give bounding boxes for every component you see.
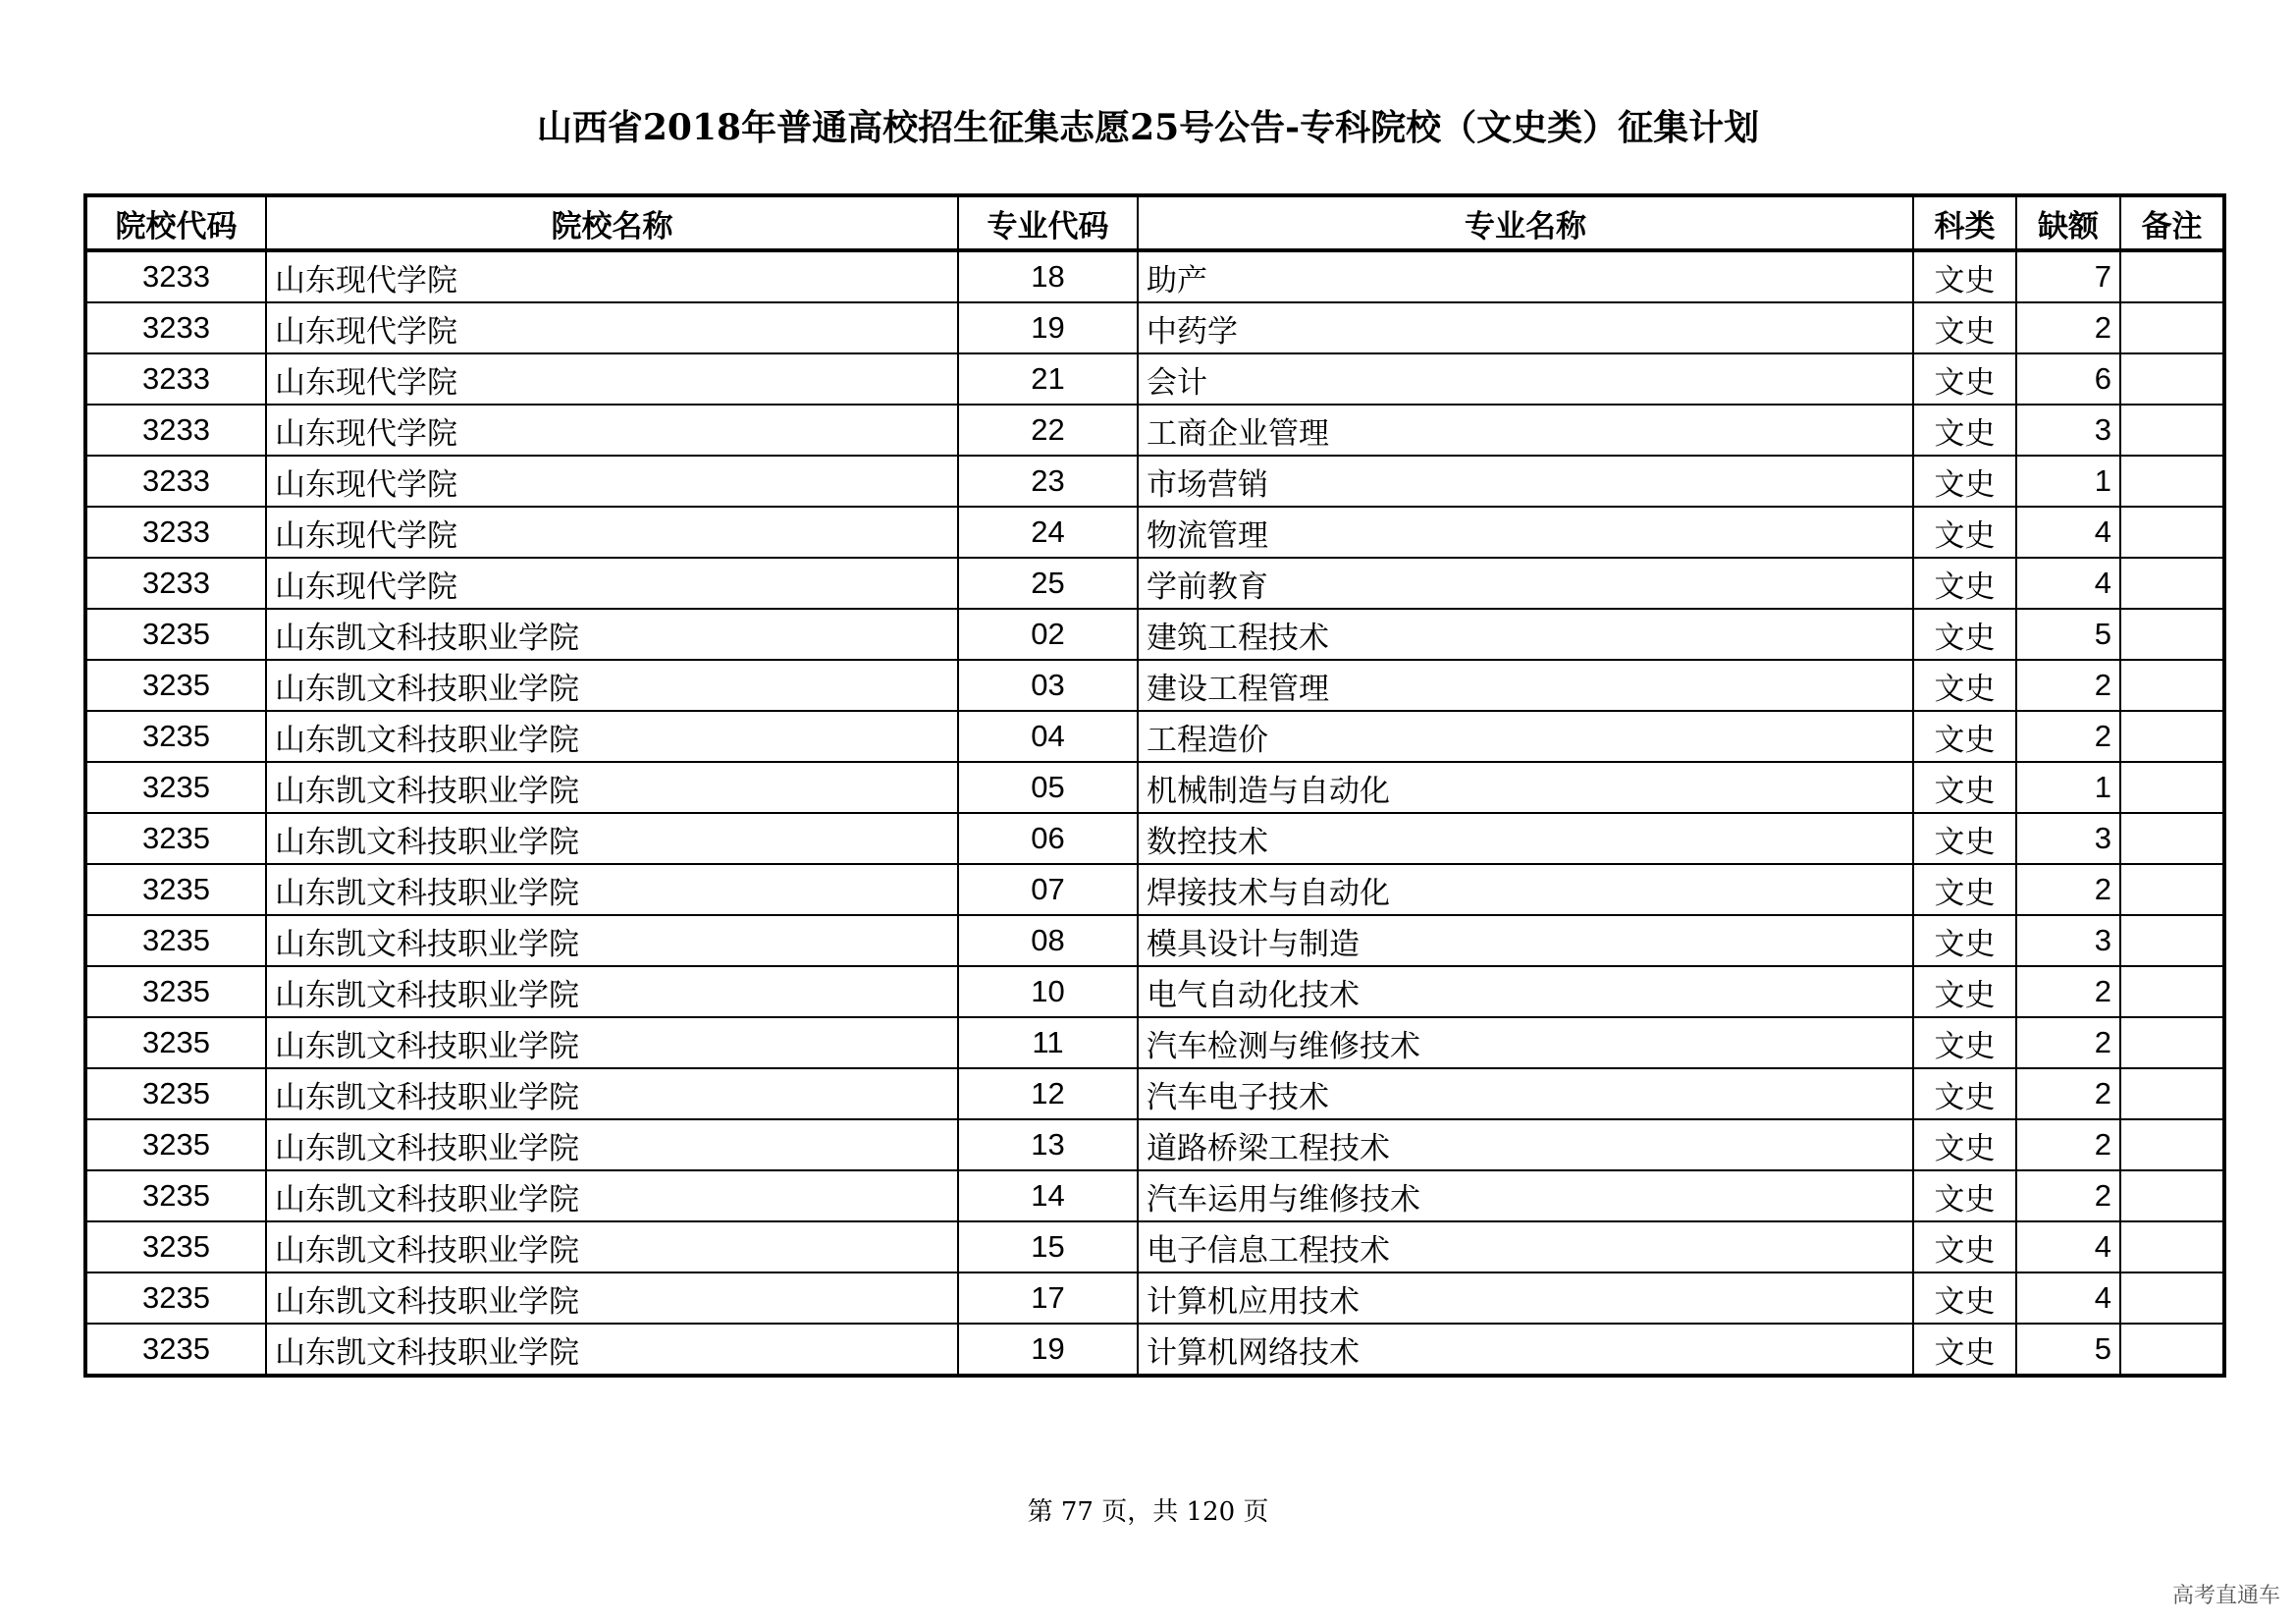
- header-quota: 缺额: [2016, 195, 2120, 250]
- table-row: [85, 353, 2224, 405]
- cell-school-name: 山东现代学院: [266, 405, 958, 456]
- cell-note: [2120, 558, 2224, 609]
- cell-school-code: 3235: [85, 915, 266, 966]
- cell-school-name: 山东现代学院: [266, 353, 958, 405]
- cell-major-name: 数控技术: [1138, 813, 1913, 864]
- page-title: 山西省2018年普通高校招生征集志愿25号公告-专科院校（文史类）征集计划: [536, 107, 1760, 148]
- cell-school-name: 山东凯文科技职业学院: [266, 1221, 958, 1272]
- cell-category: 文史: [1913, 456, 2016, 507]
- cell-school-code: 3235: [85, 1272, 266, 1324]
- cell-category: 文史: [1913, 864, 2016, 915]
- cell-note: [2120, 864, 2224, 915]
- cell-category: 文史: [1913, 609, 2016, 660]
- table-row: [85, 558, 2224, 609]
- cell-school-code: 3235: [85, 1221, 266, 1272]
- cell-major-code: 08: [958, 915, 1138, 966]
- cell-quota: 2: [2016, 711, 2120, 762]
- cell-school-name: 山东现代学院: [266, 302, 958, 353]
- cell-major-code: 07: [958, 864, 1138, 915]
- table-row: [85, 1324, 2224, 1376]
- table-header: [85, 195, 2224, 250]
- cell-school-name: 山东凯文科技职业学院: [266, 711, 958, 762]
- cell-quota: 2: [2016, 660, 2120, 711]
- cell-note: [2120, 456, 2224, 507]
- cell-note: [2120, 1272, 2224, 1324]
- cell-school-code: 3233: [85, 558, 266, 609]
- cell-major-name: 计算机网络技术: [1138, 1324, 1913, 1376]
- cell-category: 文史: [1913, 660, 2016, 711]
- cell-school-name: 山东凯文科技职业学院: [266, 1119, 958, 1170]
- page-footer: 第 77 页，共 120 页: [1027, 1497, 1269, 1527]
- cell-quota: 4: [2016, 558, 2120, 609]
- cell-note: [2120, 1119, 2224, 1170]
- cell-note: [2120, 353, 2224, 405]
- cell-school-name: 山东现代学院: [266, 250, 958, 302]
- cell-school-code: 3235: [85, 1170, 266, 1221]
- cell-category: 文史: [1913, 1324, 2016, 1376]
- cell-school-name: 山东凯文科技职业学院: [266, 915, 958, 966]
- cell-school-code: 3235: [85, 864, 266, 915]
- cell-major-name: 建设工程管理: [1138, 660, 1913, 711]
- cell-note: [2120, 1068, 2224, 1119]
- cell-major-code: 05: [958, 762, 1138, 813]
- cell-note: [2120, 762, 2224, 813]
- table-row: [85, 1068, 2224, 1119]
- table-row: [85, 250, 2224, 302]
- cell-category: 文史: [1913, 1119, 2016, 1170]
- cell-school-code: 3233: [85, 456, 266, 507]
- cell-major-code: 21: [958, 353, 1138, 405]
- cell-school-name: 山东凯文科技职业学院: [266, 1170, 958, 1221]
- table-row: [85, 1221, 2224, 1272]
- cell-major-name: 中药学: [1138, 302, 1913, 353]
- cell-category: 文史: [1913, 1221, 2016, 1272]
- cell-quota: 4: [2016, 1272, 2120, 1324]
- cell-school-name: 山东凯文科技职业学院: [266, 864, 958, 915]
- cell-school-name: 山东现代学院: [266, 456, 958, 507]
- cell-quota: 5: [2016, 1324, 2120, 1376]
- cell-major-code: 03: [958, 660, 1138, 711]
- cell-school-name: 山东现代学院: [266, 507, 958, 558]
- cell-quota: 5: [2016, 609, 2120, 660]
- watermark: 高考直通车: [2171, 1584, 2280, 1608]
- cell-category: 文史: [1913, 711, 2016, 762]
- cell-major-name: 建筑工程技术: [1138, 609, 1913, 660]
- cell-major-code: 04: [958, 711, 1138, 762]
- cell-quota: 4: [2016, 507, 2120, 558]
- header-school-code: 院校代码: [85, 195, 266, 250]
- cell-quota: 2: [2016, 1119, 2120, 1170]
- cell-major-code: 18: [958, 250, 1138, 302]
- cell-major-name: 会计: [1138, 353, 1913, 405]
- table-row: [85, 1170, 2224, 1221]
- cell-major-code: 17: [958, 1272, 1138, 1324]
- cell-major-name: 学前教育: [1138, 558, 1913, 609]
- table-row: [85, 915, 2224, 966]
- cell-school-code: 3235: [85, 1324, 266, 1376]
- cell-category: 文史: [1913, 1068, 2016, 1119]
- cell-major-code: 12: [958, 1068, 1138, 1119]
- cell-note: [2120, 1170, 2224, 1221]
- cell-major-name: 计算机应用技术: [1138, 1272, 1913, 1324]
- table-row: [85, 456, 2224, 507]
- cell-category: 文史: [1913, 1272, 2016, 1324]
- table-body: [85, 250, 2224, 1376]
- table-row: [85, 1119, 2224, 1170]
- cell-major-code: 11: [958, 1017, 1138, 1068]
- table-row: [85, 813, 2224, 864]
- cell-school-code: 3235: [85, 660, 266, 711]
- cell-major-name: 道路桥梁工程技术: [1138, 1119, 1913, 1170]
- table-row: [85, 507, 2224, 558]
- cell-major-code: 14: [958, 1170, 1138, 1221]
- cell-category: 文史: [1913, 762, 2016, 813]
- cell-major-name: 汽车电子技术: [1138, 1068, 1913, 1119]
- cell-note: [2120, 915, 2224, 966]
- enrollment-plan-table: [83, 193, 2226, 1378]
- cell-category: 文史: [1913, 250, 2016, 302]
- cell-school-code: 3235: [85, 1068, 266, 1119]
- cell-quota: 1: [2016, 762, 2120, 813]
- cell-major-code: 22: [958, 405, 1138, 456]
- cell-category: 文史: [1913, 302, 2016, 353]
- cell-category: 文史: [1913, 405, 2016, 456]
- cell-quota: 2: [2016, 1017, 2120, 1068]
- cell-category: 文史: [1913, 1170, 2016, 1221]
- cell-category: 文史: [1913, 915, 2016, 966]
- cell-major-code: 15: [958, 1221, 1138, 1272]
- cell-school-code: 3233: [85, 302, 266, 353]
- cell-school-name: 山东现代学院: [266, 558, 958, 609]
- cell-quota: 3: [2016, 405, 2120, 456]
- cell-note: [2120, 660, 2224, 711]
- cell-school-code: 3235: [85, 609, 266, 660]
- cell-note: [2120, 609, 2224, 660]
- table-row: [85, 1017, 2224, 1068]
- cell-major-code: 13: [958, 1119, 1138, 1170]
- cell-category: 文史: [1913, 1017, 2016, 1068]
- cell-major-name: 工商企业管理: [1138, 405, 1913, 456]
- table-row: [85, 762, 2224, 813]
- cell-category: 文史: [1913, 813, 2016, 864]
- cell-major-name: 市场营销: [1138, 456, 1913, 507]
- cell-major-name: 汽车检测与维修技术: [1138, 1017, 1913, 1068]
- cell-note: [2120, 966, 2224, 1017]
- cell-category: 文史: [1913, 558, 2016, 609]
- cell-major-name: 电子信息工程技术: [1138, 1221, 1913, 1272]
- header-note: 备注: [2120, 195, 2224, 250]
- cell-quota: 6: [2016, 353, 2120, 405]
- header-major-code: 专业代码: [958, 195, 1138, 250]
- table-row: [85, 302, 2224, 353]
- cell-major-code: 10: [958, 966, 1138, 1017]
- cell-quota: 4: [2016, 1221, 2120, 1272]
- cell-major-name: 汽车运用与维修技术: [1138, 1170, 1913, 1221]
- cell-school-code: 3233: [85, 405, 266, 456]
- cell-category: 文史: [1913, 353, 2016, 405]
- cell-quota: 2: [2016, 1170, 2120, 1221]
- cell-school-name: 山东凯文科技职业学院: [266, 1272, 958, 1324]
- cell-note: [2120, 507, 2224, 558]
- cell-quota: 3: [2016, 915, 2120, 966]
- cell-school-name: 山东凯文科技职业学院: [266, 1017, 958, 1068]
- cell-school-name: 山东凯文科技职业学院: [266, 813, 958, 864]
- cell-major-name: 模具设计与制造: [1138, 915, 1913, 966]
- cell-school-name: 山东凯文科技职业学院: [266, 966, 958, 1017]
- header-row: [85, 195, 2224, 250]
- cell-school-code: 3235: [85, 1119, 266, 1170]
- cell-category: 文史: [1913, 507, 2016, 558]
- cell-note: [2120, 813, 2224, 864]
- cell-quota: 3: [2016, 813, 2120, 864]
- cell-major-name: 物流管理: [1138, 507, 1913, 558]
- cell-school-code: 3235: [85, 966, 266, 1017]
- cell-major-code: 19: [958, 1324, 1138, 1376]
- cell-school-code: 3235: [85, 762, 266, 813]
- cell-major-name: 工程造价: [1138, 711, 1913, 762]
- cell-quota: 2: [2016, 864, 2120, 915]
- table-row: [85, 1272, 2224, 1324]
- cell-school-name: 山东凯文科技职业学院: [266, 1324, 958, 1376]
- cell-major-name: 焊接技术与自动化: [1138, 864, 1913, 915]
- cell-note: [2120, 405, 2224, 456]
- cell-school-name: 山东凯文科技职业学院: [266, 609, 958, 660]
- cell-major-name: 电气自动化技术: [1138, 966, 1913, 1017]
- cell-major-code: 25: [958, 558, 1138, 609]
- table-row: [85, 966, 2224, 1017]
- cell-major-name: 机械制造与自动化: [1138, 762, 1913, 813]
- cell-school-code: 3233: [85, 353, 266, 405]
- cell-school-name: 山东凯文科技职业学院: [266, 762, 958, 813]
- cell-note: [2120, 302, 2224, 353]
- table-row: [85, 660, 2224, 711]
- cell-school-code: 3233: [85, 250, 266, 302]
- cell-major-name: 助产: [1138, 250, 1913, 302]
- cell-major-code: 02: [958, 609, 1138, 660]
- cell-major-code: 24: [958, 507, 1138, 558]
- cell-category: 文史: [1913, 966, 2016, 1017]
- cell-note: [2120, 1221, 2224, 1272]
- cell-school-code: 3233: [85, 507, 266, 558]
- cell-major-code: 19: [958, 302, 1138, 353]
- cell-school-name: 山东凯文科技职业学院: [266, 660, 958, 711]
- cell-quota: 1: [2016, 456, 2120, 507]
- cell-school-code: 3235: [85, 711, 266, 762]
- cell-major-code: 06: [958, 813, 1138, 864]
- header-school-name: 院校名称: [266, 195, 958, 250]
- table-row: [85, 405, 2224, 456]
- cell-school-code: 3235: [85, 1017, 266, 1068]
- cell-quota: 7: [2016, 250, 2120, 302]
- cell-note: [2120, 1324, 2224, 1376]
- table-row: [85, 609, 2224, 660]
- cell-major-code: 23: [958, 456, 1138, 507]
- cell-quota: 2: [2016, 966, 2120, 1017]
- cell-school-name: 山东凯文科技职业学院: [266, 1068, 958, 1119]
- cell-note: [2120, 1017, 2224, 1068]
- cell-note: [2120, 711, 2224, 762]
- cell-note: [2120, 250, 2224, 302]
- header-major-name: 专业名称: [1138, 195, 1913, 250]
- table-row: [85, 711, 2224, 762]
- header-category: 科类: [1913, 195, 2016, 250]
- table-row: [85, 864, 2224, 915]
- cell-school-code: 3235: [85, 813, 266, 864]
- cell-quota: 2: [2016, 1068, 2120, 1119]
- cell-quota: 2: [2016, 302, 2120, 353]
